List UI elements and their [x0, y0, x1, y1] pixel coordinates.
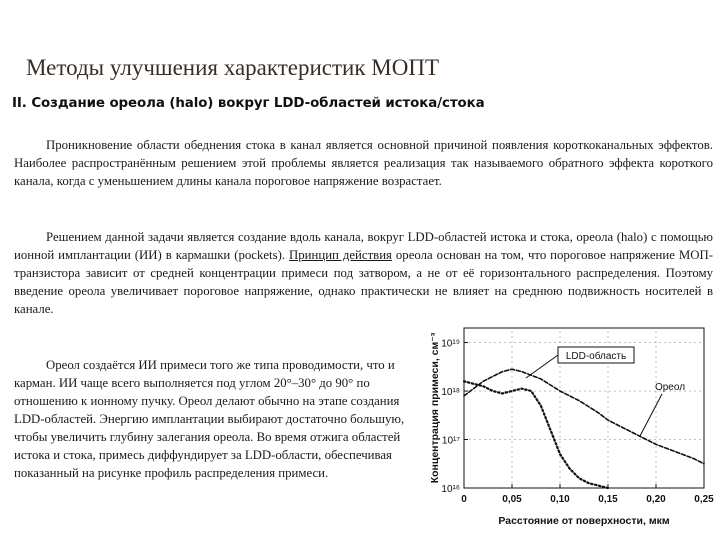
slide-title: Методы улучшения характеристик МОПТ [26, 55, 440, 80]
annotation-halo [640, 382, 685, 436]
paragraph-short-channel: Проникновение области обеднения стока в канал является основной причиной появления короткоканальных эффектов. Наиболее распространённым решением этой проблемы является реализация так называемого обратного эффекта короткого канала, когда с уменьшением длины канала пороговое напряжение возрастает. [14, 138, 713, 188]
dopant-profile-chart [418, 320, 718, 532]
underlined-phrase: Принцип действия [289, 248, 392, 262]
paragraph-halo-solution-text: Решением данной задачи является создание вдоль канала, вокруг LDD-областей истока и стока, ореола (halo) с помощью ионной имплантации (ИИ) в кармашки (pockets). [14, 230, 713, 262]
x-tick-label: 0 [461, 494, 467, 505]
paragraph-halo-solution [14, 228, 713, 318]
x-tick-label: 0,05 [502, 494, 522, 505]
annotation-halo-label: Ореол [654, 382, 686, 393]
y-tick-label: 10¹⁷ [441, 435, 460, 447]
annotation-ldd [526, 347, 634, 378]
y-axis-label: Концентрация примеси, см⁻³ [429, 332, 441, 484]
x-tick-label: 0,15 [598, 494, 618, 505]
annotation-ldd-label: LDD-область [565, 351, 627, 362]
x-tick-label: 0,10 [550, 494, 570, 505]
x-axis-label: Расстояние от поверхности, мкм [498, 515, 670, 527]
x-tick-label: 0,20 [646, 494, 666, 505]
series-line-ldd [464, 381, 608, 488]
axis-ticks [441, 339, 714, 505]
annotation-ldd-pointer [526, 355, 558, 378]
x-tick-label: 0,25 [694, 494, 714, 505]
y-tick-label: 10¹⁶ [441, 484, 460, 495]
y-tick-label: 10¹⁸ [441, 387, 460, 399]
y-tick-label: 10¹⁹ [441, 338, 460, 350]
annotation-halo-pointer [640, 394, 662, 436]
paragraph-halo-formation: Ореол создаётся ИИ примеси того же типа проводимости, что и карман. ИИ чаще всего выполняется под углом 20°–30° до 90° по отношению к ионному пучку. Ореол делают обычно на этапе создания LDD-областей. Энергию имплантации выбирают достаточно большую, чтобы увеличить глубину залегания ореола. Во время отжига областей истока и стока, примесь диффундирует за LDD-области, обеспечивая показанный на рисунке профиль распределения примеси. [14, 358, 405, 480]
paragraph-halo-solution-text-cont: ореола основан на том, что пороговое напряжение МОП-транзистора зависит от средней концентрации примеси под затвором, а не от её горизонтального распределения. Поэтому введение ореола увеличивает пороговое напряжение, однако практически не влияет на среднюю подвижность носителей в канале. [14, 248, 714, 316]
slide-subtitle: II. Создание ореола (halo) вокруг LDD-областей истока/стока [12, 96, 485, 111]
